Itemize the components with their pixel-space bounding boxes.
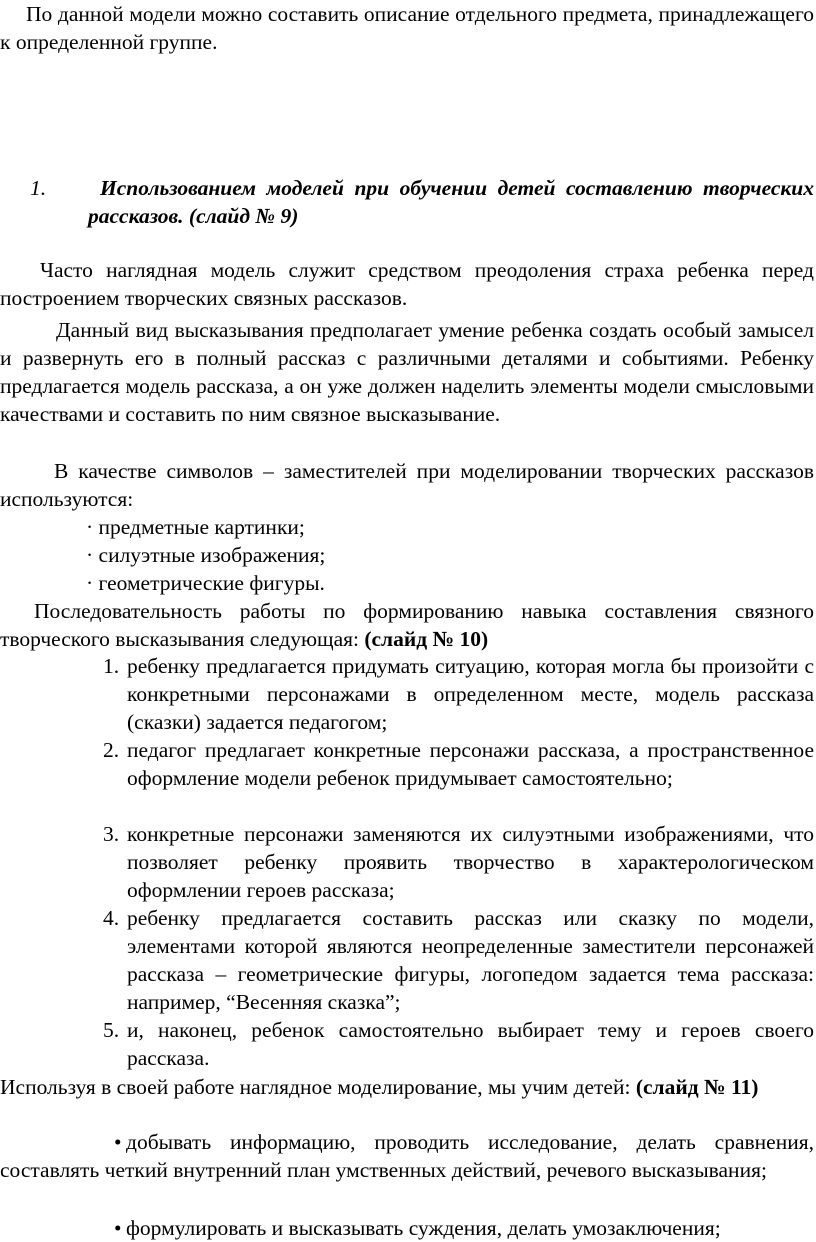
paragraph-4: [0, 597, 814, 653]
step-number: 3.: [103, 822, 120, 846]
slide-ref-11: (слайд № 11): [635, 1075, 759, 1099]
paragraph-3: В качестве символов – заместителей при моделировании творческих рассказов используются:: [0, 459, 814, 511]
step-text: педагог предлагает конкретные персонажи рассказа, а пространственное оформление модели ребенок придумывает самостоятельно;: [127, 738, 814, 790]
bullet-icon: •: [114, 1130, 122, 1154]
step-number: 2.: [103, 738, 120, 762]
step-text: и, наконец, ребенок самостоятельно выбирает тему и героев своего рассказа.: [127, 1018, 814, 1070]
bullet-icon: •: [114, 1216, 122, 1240]
step-number: 4.: [103, 906, 120, 930]
paragraph-2: Данный вид высказывания предполагает умение ребенка создать особый замысел и развернуть его в полный рассказ с различными деталями и событиями. Ребенку предлагается модель рассказа, а он уже должен наделить элементы модели смысловыми качествами и составить по ним связное высказывание.: [0, 318, 814, 426]
symbol-item: · силуэтные изображения;: [86, 543, 326, 567]
section-heading: [0, 174, 814, 230]
heading-text: Использованием моделей при обучении детей составлению творческих рассказов. (слайд № 9): [88, 176, 814, 228]
paragraph-5-text: Используя в своей работе наглядное моделирование, мы учим детей:: [0, 1075, 636, 1099]
slide-ref-10: (слайд № 10): [364, 627, 489, 651]
skill-item: добывать информацию, проводить исследование, делать сравнения, составлять четкий внутренний план умственных действий, речевого высказывания;: [0, 1130, 814, 1182]
step-number: 1.: [103, 654, 120, 678]
symbol-item: · предметные картинки;: [86, 515, 305, 539]
paragraph-5: [0, 1073, 814, 1101]
heading-number: 1.: [30, 176, 47, 200]
intro-paragraph: По данной модели можно составить описание отдельного предмета, принадлежащего к определенной группе.: [0, 2, 814, 54]
paragraph-1: Часто наглядная модель служит средством преодоления страха ребенка перед построением творческих связных рассказов.: [0, 258, 814, 310]
step-number: 5.: [103, 1018, 120, 1042]
step-text: ребенку предлагается придумать ситуацию, которая могла бы произойти с конкретными персонажами в определенном месте, модель рассказа (сказки) задается педагогом;: [127, 654, 814, 734]
symbols-list: [86, 513, 786, 597]
step-text: конкретные персонажи заменяются их силуэтными изображениями, что позволяет ребенку проявить творчество в характерологическом оформлении героев рассказа;: [127, 822, 814, 902]
step-text: ребенку предлагается составить рассказ или сказку по модели, элементами которой являются неопределенные заместители персонажей рассказа – геометрические фигуры, логопедом задается тема рассказа: например, “Весенняя сказка”;: [127, 906, 814, 1014]
skill-item: формулировать и высказывать суждения, делать умозаключения;: [126, 1216, 721, 1240]
paragraph-4-text: Последовательность работы по формированию навыка составления связного творческого высказывания следующая:: [0, 599, 814, 651]
symbol-item: · геометрические фигуры.: [86, 571, 325, 595]
